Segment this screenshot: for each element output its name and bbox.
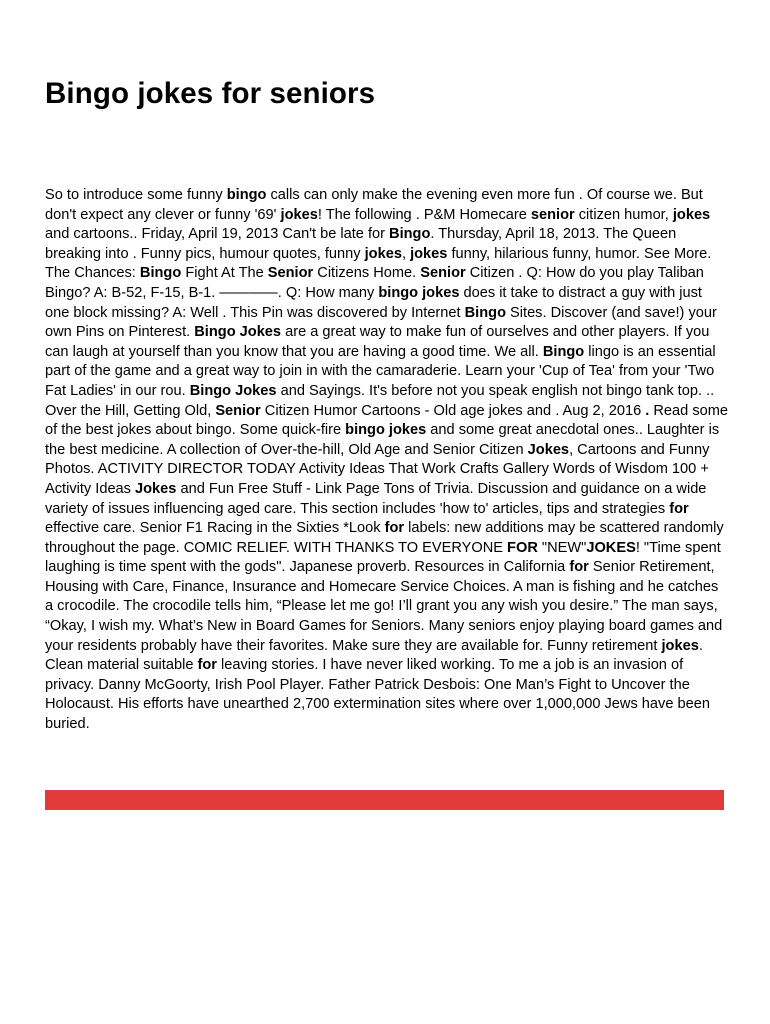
text-run: "NEW" bbox=[537, 539, 587, 556]
text-run: leaving stories. I have never liked working. To me a job is an invasion of privacy. Danny McGoorty, Irish Pool Player. Father Patrick Desbois: One Man’s Fight to Uncover the Holocaust. His efforts have unearthed 2,700 extermination sites where over 1,000,000 Jews have been buried. bbox=[45, 657, 710, 733]
bold-keyword: jokes bbox=[364, 245, 402, 262]
bold-keyword: for bbox=[669, 500, 689, 517]
text-run: effective care. Senior F1 Racing in the Sixties *Look bbox=[45, 520, 385, 537]
bold-keyword: Senior bbox=[267, 265, 314, 282]
text-run: and some great anecdotal ones.. Laughter is the best medicine. A collection of Over-the-hill, Old Age and Senior Citizen bbox=[45, 422, 720, 458]
bold-keyword: jokes bbox=[672, 206, 711, 223]
text-run: does it take to distract a guy with just one block missing? A: Well . This Pin was discovered by Internet bbox=[45, 284, 702, 321]
bold-keyword: bingo jokes bbox=[378, 284, 460, 301]
text-run: and cartoons.. Friday, April 19, 2013 Can't be late for bbox=[45, 226, 390, 243]
bold-keyword: jokes bbox=[410, 245, 448, 262]
bold-keyword: Senior bbox=[215, 402, 261, 419]
bold-keyword: bingo bbox=[226, 187, 267, 203]
text-run: Read some of the best jokes about bingo. Some quick-fire bbox=[45, 402, 729, 439]
text-run: ! The following . P&M Homecare bbox=[317, 206, 531, 223]
text-run: labels: new additions may be scattered randomly throughout the page. COMIC RELIEF. WITH THANKS TO EVERYONE bbox=[45, 520, 724, 556]
text-run: , bbox=[401, 245, 411, 262]
red-divider-bar bbox=[45, 790, 724, 810]
bold-keyword: senior bbox=[530, 206, 575, 223]
bold-keyword: Jokes bbox=[527, 441, 570, 458]
text-run: are a great way to make fun of ourselves and other players. If you can laugh at yourself than you know that you are having a good time. We all. bbox=[45, 324, 710, 360]
bold-keyword: jokes bbox=[280, 206, 318, 223]
bold-keyword: Bingo bbox=[464, 304, 506, 321]
body-paragraph bbox=[45, 186, 730, 735]
bold-keyword: for bbox=[569, 559, 589, 576]
text-run: funny, hilarious funny, humor. See More. The Chances: bbox=[45, 245, 712, 282]
text-run: Sites. Discover (and save!) your own Pins on Pinterest. bbox=[45, 304, 717, 341]
page-title: Bingo jokes for seniors bbox=[45, 77, 376, 110]
bold-keyword: jokes bbox=[661, 637, 699, 654]
text-run: and Fun Free Stuff - Link Page Tons of Trivia. Discussion and guidance on a wide variety of issues influencing aged care. This section includes 'how to' articles, tips and strategies bbox=[45, 480, 707, 517]
text-run: Citizen Humor Cartoons - Old age jokes and . Aug 2, 2016 bbox=[260, 402, 646, 419]
text-run: Citizen . Q: How do you play Taliban Bingo? A: B-52, F-15, B-1. ————. Q: How many bbox=[45, 265, 704, 301]
bold-keyword: JOKES bbox=[586, 539, 636, 556]
text-run: So to introduce some funny bbox=[45, 187, 227, 203]
bold-keyword: Bingo bbox=[389, 226, 431, 243]
bold-keyword: Jokes bbox=[135, 480, 177, 497]
text-run: Citizens Home. bbox=[313, 265, 421, 282]
text-run: . Clean material suitable bbox=[45, 637, 703, 674]
bold-keyword: . bbox=[645, 402, 650, 419]
bold-keyword: for bbox=[384, 520, 405, 537]
text-run: Senior Retirement, Housing with Care, Finance, Insurance and Homecare Service Choices. A man is fishing and he catches a crocodile. The crocodile tells him, “Please let me go! I’ll grant you any wish you desire.” The man says, “Okay, I wish my. What’s New in Board Games for Seniors. Many seniors enjoy playing board games and your residents probably have their favorites. Make sure they are available for. Funny retirement bbox=[45, 559, 723, 654]
bold-keyword: Bingo bbox=[542, 343, 585, 360]
text-run: Fight At The bbox=[181, 265, 268, 282]
text-run: . Thursday, April 18, 2013. The Queen breaking into . Funny pics, humour quotes, funny bbox=[45, 226, 677, 262]
text-run: ! "Time spent laughing is time spent with the gods". Japanese proverb. Resources in California bbox=[45, 539, 721, 576]
text-run: and Sayings. It's before not you speak english not bingo tank top. .. Over the Hill, Getting Old, bbox=[45, 382, 715, 419]
bold-keyword: bingo jokes bbox=[345, 422, 427, 439]
text-run: calls can only make the evening even more fun . Of course we. But don't expect any clever or funny '69' bbox=[45, 187, 703, 223]
bold-keyword: FOR bbox=[507, 539, 538, 556]
bold-keyword: Senior bbox=[420, 265, 466, 282]
bold-keyword: Bingo Jokes bbox=[189, 382, 277, 399]
text-run: , Cartoons and Funny Photos. ACTIVITY DIRECTOR TODAY Activity Ideas That Work Crafts Gallery Words of Wisdom 100 + Activity Ideas bbox=[45, 441, 710, 497]
text-run: lingo is an essential part of the game and a great way to join in with the camaraderie. Learn your 'Cup of Tea' from your 'Two Fat Ladies' in our rou. bbox=[45, 343, 716, 399]
bold-keyword: for bbox=[197, 657, 217, 674]
bold-keyword: Bingo bbox=[139, 265, 182, 282]
text-run: citizen humor, bbox=[574, 206, 673, 223]
bold-keyword: Bingo Jokes bbox=[194, 324, 282, 341]
